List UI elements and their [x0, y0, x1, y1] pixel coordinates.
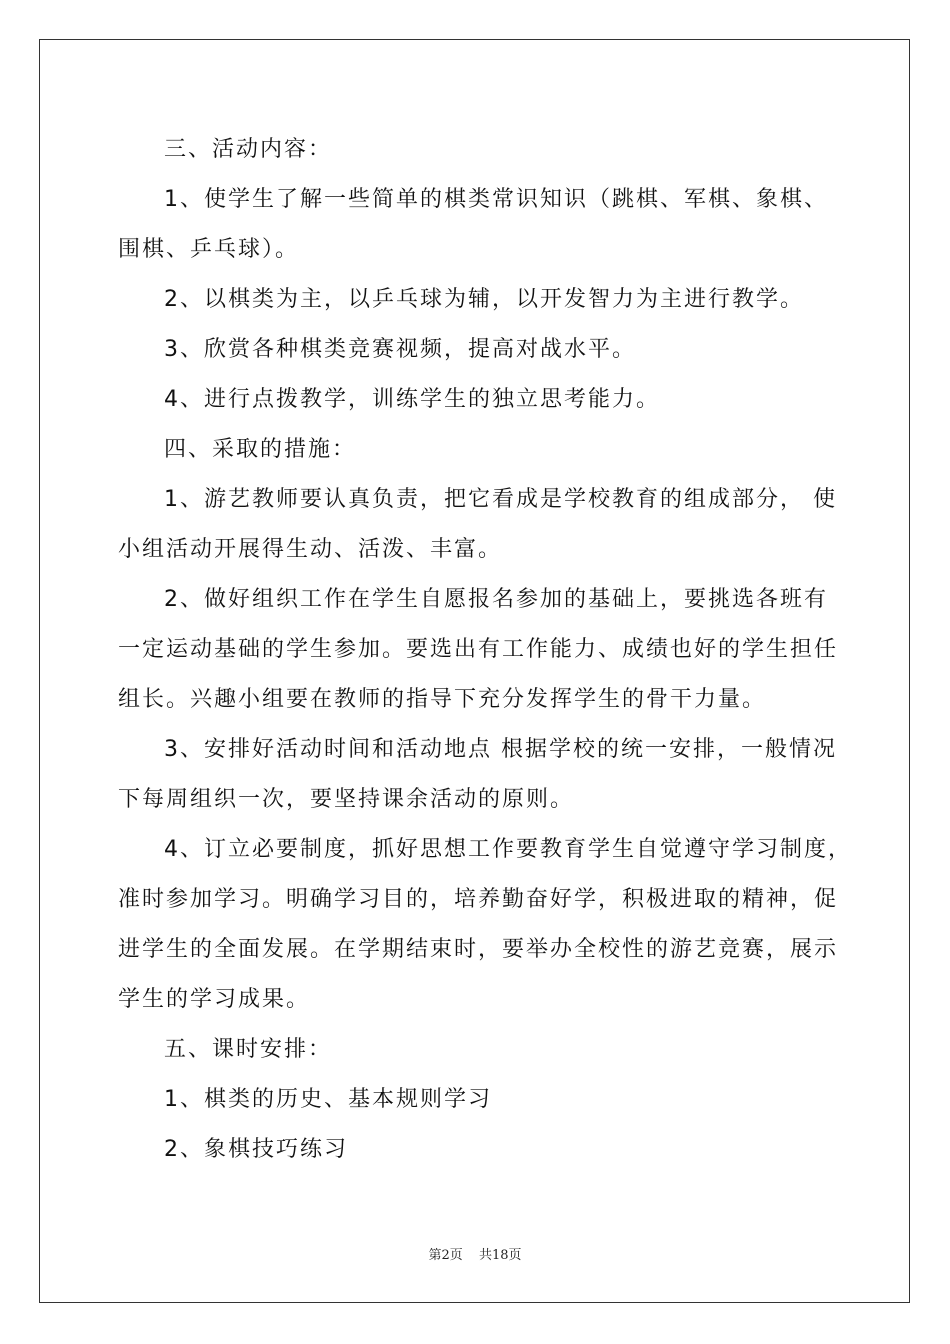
heading-measures: 四、采取的措施： — [164, 437, 357, 462]
paragraph-line: 组长。兴趣小组要在教师的指导下充分发挥学生的骨干力量。 — [118, 687, 767, 712]
paragraph-line: 3、欣赏各种棋类竞赛视频，提高对战水平。 — [164, 337, 636, 362]
paragraph-line: 1、游艺教师要认真负责，把它看成是学校教育的组成部分， 使 — [164, 487, 837, 512]
paragraph-line: 4、订立必要制度，抓好思想工作要教育学生自觉遵守学习制度， — [164, 837, 852, 862]
paragraph-line: 2、做好组织工作在学生自愿报名参加的基础上，要挑选各班有 — [164, 587, 828, 612]
paragraph-line: 学生的学习成果。 — [118, 987, 311, 1012]
paragraph-line: 1、使学生了解一些简单的棋类常识知识（跳棋、军棋、象棋、 — [164, 187, 828, 212]
heading-schedule: 五、课时安排： — [164, 1037, 333, 1062]
paragraph-line: 小组活动开展得生动、活泼、丰富。 — [118, 537, 503, 562]
paragraph-line: 下每周组织一次，要坚持课余活动的原则。 — [118, 787, 575, 812]
paragraph-line: 围棋、乒乓球）。 — [118, 237, 300, 262]
paragraph-line: 2、象棋技巧练习 — [164, 1137, 348, 1162]
paragraph-line: 2、以棋类为主，以乒乓球为辅，以开发智力为主进行教学。 — [164, 287, 804, 312]
paragraph-line: 准时参加学习。明确学习目的，培养勤奋好学，积极进取的精神，促 — [118, 887, 839, 912]
page-total: 共18页 — [478, 1248, 522, 1263]
page-number: 第2页 — [428, 1248, 463, 1263]
paragraph-line: 1、棋类的历史、基本规则学习 — [164, 1087, 492, 1112]
heading-activity-content: 三、活动内容： — [164, 137, 333, 162]
page-footer — [0, 1244, 950, 1263]
paragraph-line: 进学生的全面发展。在学期结束时，要举办全校性的游艺竞赛，展示 — [118, 937, 839, 962]
paragraph-line: 一定运动基础的学生参加。要选出有工作能力、成绩也好的学生担任 — [118, 637, 839, 662]
document-body — [118, 125, 852, 1175]
paragraph-line: 4、进行点拨教学，训练学生的独立思考能力。 — [164, 387, 660, 412]
paragraph-line: 3、安排好活动时间和活动地点 根据学校的统一安排，一般情况 — [164, 737, 837, 762]
